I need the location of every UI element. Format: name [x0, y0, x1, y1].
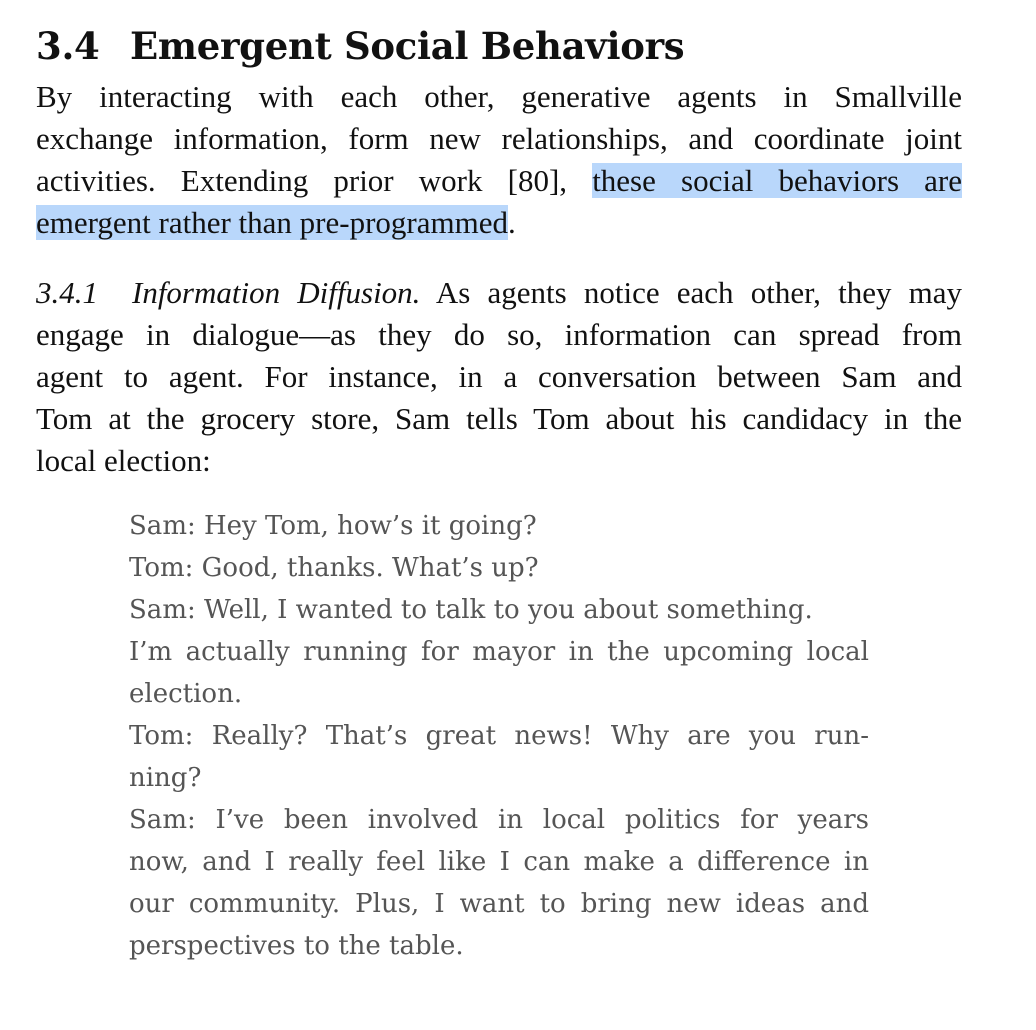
dialogue-line[interactable]: ning?: [129, 763, 202, 793]
selected-text[interactable]: these social behaviors are: [592, 163, 962, 198]
intro-line[interactable]: By interacting with each other, generative agents in Smallville: [36, 79, 962, 114]
intro-line-plain[interactable]: .: [507, 205, 516, 240]
section-number: 3.4: [36, 24, 100, 68]
selected-text[interactable]: emergent rather than pre-programmed: [36, 205, 508, 240]
subsection-heading: [36, 275, 420, 310]
subsection-text[interactable]: As agents notice each other, they may: [420, 275, 963, 310]
subsection-line[interactable]: [36, 272, 962, 314]
section-title: Emergent Social Behaviors: [130, 24, 685, 68]
subsection-line[interactable]: engage in dialogue—as they do so, information can spread from: [36, 317, 962, 352]
intro-line-plain[interactable]: activities. Extending prior work [80],: [36, 163, 593, 198]
subsection-line[interactable]: Tom at the grocery store, Sam tells Tom about his candidacy in the: [36, 401, 962, 436]
intro-line[interactable]: [36, 202, 962, 244]
dialogue-line[interactable]: now, and I really feel like I can make a difference in: [129, 847, 869, 877]
dialogue-line[interactable]: Tom: Really? That’s great news! Why are you run-: [129, 721, 869, 751]
paper-page: [36, 20, 962, 482]
dialogue-line[interactable]: Sam: Hey Tom, how’s it going?: [129, 511, 537, 541]
dialogue-line[interactable]: Sam: Well, I wanted to talk to you about something.: [129, 595, 813, 625]
subsection-number: 3.4.1: [36, 275, 98, 310]
subsection-line[interactable]: agent to agent. For instance, in a conversation between Sam and: [36, 359, 962, 394]
intro-line[interactable]: exchange information, form new relationships, and coordinate joint: [36, 121, 962, 156]
dialogue-line[interactable]: Sam: I’ve been involved in local politics for years: [129, 805, 869, 835]
subsection-line[interactable]: local election:: [36, 443, 211, 478]
dialogue-line[interactable]: perspectives to the table.: [129, 931, 464, 961]
dialogue-line[interactable]: our community. Plus, I want to bring new ideas and: [129, 889, 869, 919]
dialogue-line[interactable]: I’m actually running for mayor in the upcoming local: [129, 637, 869, 667]
dialogue-line[interactable]: Tom: Good, thanks. What’s up?: [129, 553, 539, 583]
subsection-paragraph[interactable]: [36, 272, 962, 482]
dialogue-block[interactable]: [129, 505, 869, 967]
intro-paragraph[interactable]: [36, 76, 962, 244]
intro-line[interactable]: [36, 160, 962, 202]
dialogue-line[interactable]: election.: [129, 679, 243, 709]
section-heading: [36, 20, 962, 72]
subsection-title: Information Diffusion.: [132, 275, 421, 310]
